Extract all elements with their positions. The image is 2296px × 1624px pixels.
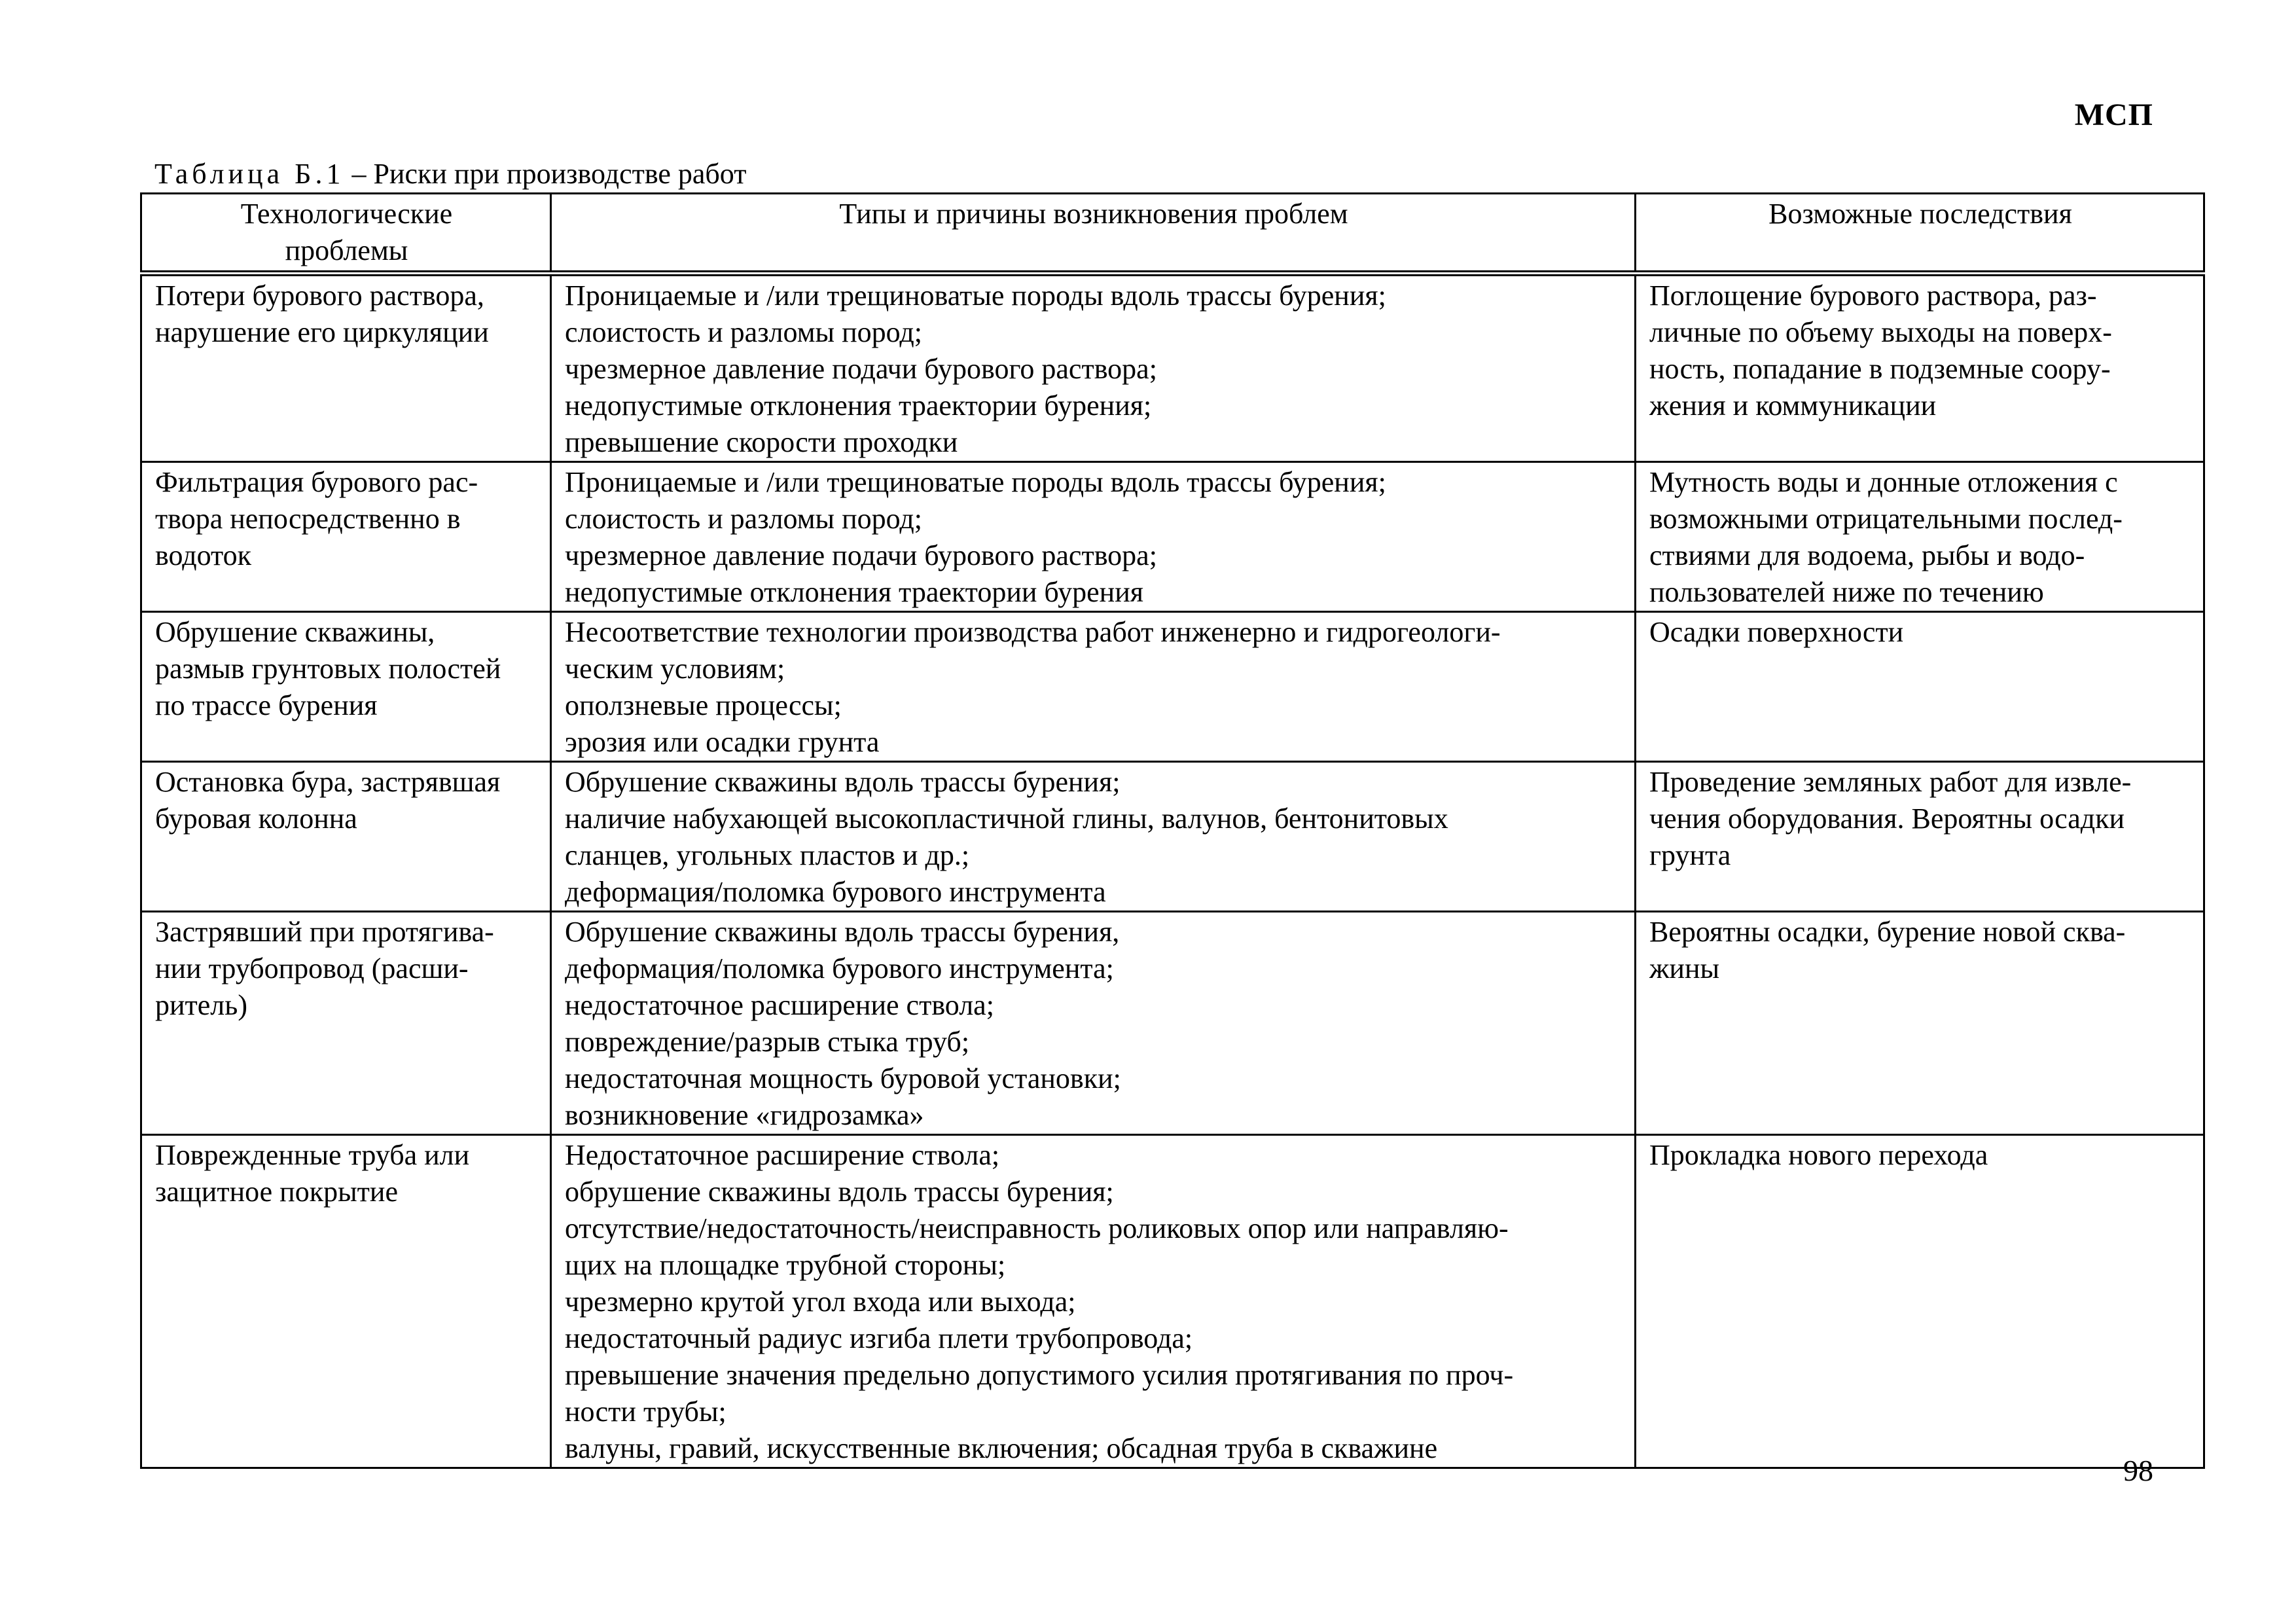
page-number: 98	[2123, 1454, 2153, 1487]
cell-line: ствиями для водоема, рыбы и водо-	[1649, 539, 2085, 571]
cell-problem	[141, 462, 551, 612]
cell-line: Вероятны осадки, бурение новой сква-	[1649, 916, 2126, 948]
cell-line: ческим условиям;	[565, 653, 785, 685]
cell-line: Остановка бура, застрявшая	[155, 766, 501, 798]
cell-line: Застрявший при протягива-	[155, 916, 494, 948]
cell-line: твора непосредственно в	[155, 503, 461, 535]
table-row	[141, 762, 2204, 912]
cell-problem	[141, 912, 551, 1135]
header-consequences-line: Возможные последствия	[1768, 198, 2072, 230]
header-problems-line: проблемы	[285, 234, 408, 266]
cell-line: слоистость и разломы пород;	[565, 503, 923, 535]
header-causes-line: Типы и причины возникновения проблем	[839, 198, 1348, 230]
cell-line: обрушение скважины вдоль трассы бурения;	[565, 1176, 1114, 1208]
cell-line: валуны, гравий, искусственные включения; обсадная труба в скважине	[565, 1432, 1438, 1464]
cell-line: превышение значения предельно допустимого усилия протягивания по проч-	[565, 1359, 1514, 1391]
cell-line: Поврежденные труба или	[155, 1139, 470, 1171]
cell-line: ности трубы;	[565, 1396, 726, 1428]
table-caption-title: – Риски при производстве работ	[351, 158, 747, 190]
cell-consequences	[1636, 462, 2204, 612]
cell-consequences	[1636, 912, 2204, 1135]
cell-line: по трассе бурения	[155, 689, 378, 721]
cell-line: Обрушение скважины вдоль трассы бурения,	[565, 916, 1120, 948]
table-row	[141, 1135, 2204, 1468]
cell-line: щих на площадке трубной стороны;	[565, 1249, 1006, 1281]
cell-line: повреждение/разрыв стыка труб;	[565, 1026, 970, 1058]
cell-line: возможными отрицательными послед-	[1649, 503, 2123, 535]
cell-line: возникновение «гидрозамка»	[565, 1099, 924, 1131]
cell-line: Проведение земляных работ для извле-	[1649, 766, 2132, 798]
cell-line: чрезмерно крутой угол входа или выхода;	[565, 1286, 1076, 1318]
cell-line: эрозия или осадки грунта	[565, 726, 880, 758]
cell-causes	[551, 1135, 1636, 1468]
table-caption	[154, 156, 746, 192]
header-consequences	[1636, 194, 2204, 274]
cell-line: грунта	[1649, 839, 1731, 871]
table-row	[141, 462, 2204, 612]
cell-line: Поглощение бурового раствора, раз-	[1649, 280, 2097, 312]
cell-line: размыв грунтовых полостей	[155, 653, 501, 685]
table-caption-prefix: Таблица Б.1	[154, 158, 345, 190]
table-header-row	[141, 194, 2204, 274]
header-causes	[551, 194, 1636, 274]
cell-line: Недостаточное расширение ствола;	[565, 1139, 1000, 1171]
cell-consequences	[1636, 1135, 2204, 1468]
header-problems-line: Технологические	[240, 198, 453, 230]
cell-problem	[141, 274, 551, 462]
cell-line: Фильтрация бурового рас-	[155, 466, 478, 498]
table-row	[141, 912, 2204, 1135]
cell-causes	[551, 762, 1636, 912]
cell-consequences	[1636, 612, 2204, 762]
cell-causes	[551, 612, 1636, 762]
cell-line: жения и коммуникации	[1649, 389, 1937, 422]
cell-causes	[551, 462, 1636, 612]
cell-consequences	[1636, 762, 2204, 912]
document-code: МСП	[2074, 98, 2153, 132]
cell-problem	[141, 612, 551, 762]
cell-line: Несоответствие технологии производства работ инженерно и гидрогеологи-	[565, 616, 1501, 648]
cell-line: деформация/поломка бурового инструмента	[565, 876, 1106, 908]
cell-line: Обрушение скважины,	[155, 616, 435, 648]
cell-line: чрезмерное давление подачи бурового раствора;	[565, 539, 1157, 571]
cell-line: отсутствие/недостаточность/неисправность роликовых опор или направляю-	[565, 1212, 1509, 1244]
cell-causes	[551, 274, 1636, 462]
cell-line: нарушение его циркуляции	[155, 316, 489, 348]
table-row	[141, 612, 2204, 762]
cell-line: ритель)	[155, 989, 247, 1021]
cell-line: Потери бурового раствора,	[155, 280, 484, 312]
cell-causes	[551, 912, 1636, 1135]
cell-line: ность, попадание в подземные соору-	[1649, 353, 2111, 385]
cell-consequences	[1636, 274, 2204, 462]
cell-line: недостаточное расширение ствола;	[565, 989, 994, 1021]
cell-line: жины	[1649, 952, 1720, 984]
cell-line: личные по объему выходы на поверх-	[1649, 316, 2112, 348]
cell-line: слоистость и разломы пород;	[565, 316, 923, 348]
cell-line: недопустимые отклонения траектории бурения	[565, 576, 1143, 608]
cell-line: превышение скорости проходки	[565, 426, 958, 458]
cell-line: чения оборудования. Вероятны осадки	[1649, 803, 2125, 835]
cell-line: Прокладка нового перехода	[1649, 1139, 1988, 1171]
cell-line: водоток	[155, 539, 252, 571]
table-row	[141, 274, 2204, 462]
cell-problem	[141, 762, 551, 912]
risk-table	[140, 192, 2205, 1469]
cell-problem	[141, 1135, 551, 1468]
cell-line: Проницаемые и /или трещиноватые породы вдоль трассы бурения;	[565, 466, 1386, 498]
cell-line: Мутность воды и донные отложения с	[1649, 466, 2118, 498]
cell-line: чрезмерное давление подачи бурового раствора;	[565, 353, 1157, 385]
cell-line: буровая колонна	[155, 803, 357, 835]
cell-line: наличие набухающей высокопластичной глины, валунов, бентонитовых	[565, 803, 1448, 835]
cell-line: Осадки поверхности	[1649, 616, 1904, 648]
cell-line: защитное покрытие	[155, 1176, 398, 1208]
cell-line: недопустимые отклонения траектории бурения;	[565, 389, 1152, 422]
cell-line: нии трубопровод (расши-	[155, 952, 469, 984]
header-problems	[141, 194, 551, 274]
cell-line: недостаточная мощность буровой установки;	[565, 1062, 1121, 1094]
cell-line: пользователей ниже по течению	[1649, 576, 2044, 608]
cell-line: недостаточный радиус изгиба плети трубопровода;	[565, 1322, 1193, 1354]
cell-line: Обрушение скважины вдоль трассы бурения;	[565, 766, 1121, 798]
cell-line: Проницаемые и /или трещиноватые породы вдоль трассы бурения;	[565, 280, 1386, 312]
cell-line: деформация/поломка бурового инструмента;	[565, 952, 1114, 984]
cell-line: сланцев, угольных пластов и др.;	[565, 839, 970, 871]
cell-line: оползневые процессы;	[565, 689, 842, 721]
